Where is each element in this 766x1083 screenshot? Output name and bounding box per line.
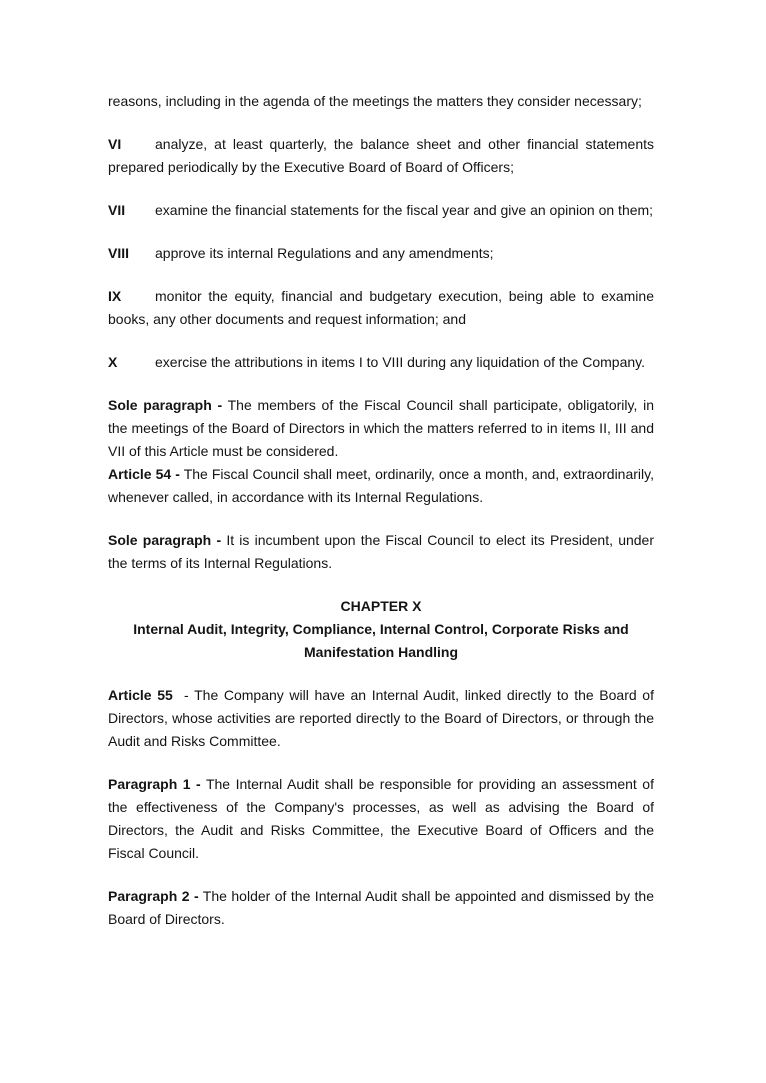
paragraph-2 xyxy=(108,885,654,931)
paragraph-text: The holder of the Internal Audit shall be appointed and dismissed by the Board of Directors. xyxy=(108,888,654,927)
article-lead: Article 54 - xyxy=(108,466,180,482)
article-lead: Article 55 xyxy=(108,687,173,703)
item-text: exercise the attributions in items I to VIII during any liquidation of the Company. xyxy=(155,354,645,370)
item-vi xyxy=(108,133,654,179)
paragraph-lead: Sole paragraph - xyxy=(108,397,223,413)
item-numeral: IX xyxy=(108,288,122,304)
item-numeral: VII xyxy=(108,202,126,218)
item-vii xyxy=(108,199,654,222)
paragraph-reasons xyxy=(108,90,654,113)
item-text: approve its internal Regulations and any amendments; xyxy=(155,245,494,261)
article-text: - The Company will have an Internal Audit, linked directly to the Board of Directors, whose activities are reported directly to the Board of Directors, or through the Audit and Risks Committee. xyxy=(108,687,654,749)
chapter-heading xyxy=(108,595,654,664)
article-55 xyxy=(108,684,654,753)
paragraph-lead: Paragraph 1 - xyxy=(108,776,201,792)
paragraph-text: reasons, including in the agenda of the meetings the matters they consider necessary; xyxy=(108,93,642,109)
sole-paragraph-2 xyxy=(108,529,654,575)
sole-paragraph-1 xyxy=(108,394,654,463)
item-numeral: X xyxy=(108,354,118,370)
item-viii xyxy=(108,242,654,265)
item-text: examine the financial statements for the fiscal year and give an opinion on them; xyxy=(155,202,654,218)
item-text: monitor the equity, financial and budgetary execution, being able to examine books, any other documents and request information; and xyxy=(108,288,654,327)
paragraph-1 xyxy=(108,773,654,865)
article-text: The Fiscal Council shall meet, ordinarily, once a month, and, extraordinarily, whenever called, in accordance with its Internal Regulations. xyxy=(108,466,654,505)
item-text: analyze, at least quarterly, the balance sheet and other financial statements prepared periodically by the Executive Board of Board of Officers; xyxy=(108,136,654,175)
item-x xyxy=(108,351,654,374)
chapter-title: Internal Audit, Integrity, Compliance, Internal Control, Corporate Risks and Manifestation Handling xyxy=(133,621,629,660)
item-ix xyxy=(108,285,654,331)
item-numeral: VI xyxy=(108,136,122,152)
item-numeral: VIII xyxy=(108,245,130,261)
paragraph-lead: Sole paragraph - xyxy=(108,532,222,548)
article-54 xyxy=(108,463,654,509)
paragraph-text: It is incumbent upon the Fiscal Council to elect its President, under the terms of its Internal Regulations. xyxy=(108,532,655,571)
paragraph-text: The members of the Fiscal Council shall participate, obligatorily, in the meetings of the Board of Directors in which the matters referred to in items II, III and VII of this Article must be considered. xyxy=(108,397,654,459)
paragraph-text: The Internal Audit shall be responsible for providing an assessment of the effectiveness of the Company's processes, as well as advising the Board of Directors, the Audit and Risks Committee, the Executive Board of Officers and the Fiscal Council. xyxy=(108,776,654,861)
chapter-number: CHAPTER X xyxy=(340,598,422,614)
paragraph-lead: Paragraph 2 - xyxy=(108,888,199,904)
